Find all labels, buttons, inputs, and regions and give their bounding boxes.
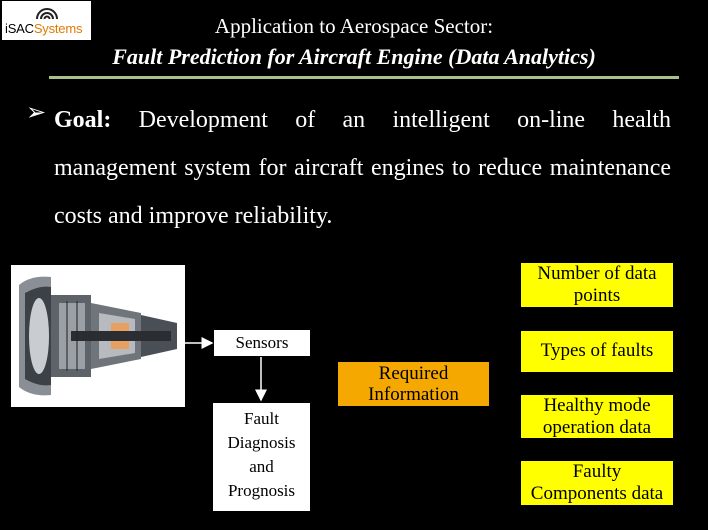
fault-line: and	[249, 457, 274, 476]
arrow-bullet-icon: ➢	[26, 100, 47, 126]
info-line: points	[573, 285, 621, 306]
required-line: Required	[378, 363, 449, 384]
info-line: Components data	[530, 483, 664, 504]
fault-line: Diagnosis	[227, 433, 296, 452]
info-line: Healthy mode	[543, 395, 651, 416]
info-line: Faulty	[572, 461, 622, 482]
sensors-box: Sensors	[214, 330, 310, 356]
fault-line: Fault	[244, 409, 279, 428]
goal-text: Development of an intelligent on-line health management system for aircraft engines to reduce maintenance costs and improve reliability.	[54, 107, 671, 229]
info-line: Types of faults	[540, 340, 654, 361]
info-line: operation data	[542, 417, 652, 438]
logo-text: iSACSystems	[5, 21, 83, 36]
slide-title: Application to Aerospace Sector:	[214, 14, 494, 38]
required-line: Information	[368, 384, 459, 405]
slide-subtitle: Fault Prediction for Aircraft Engine (Data Analytics)	[112, 44, 596, 69]
goal-label: Goal:	[54, 107, 112, 133]
fault-line: Prognosis	[227, 481, 296, 500]
info-line: Number of data	[537, 263, 657, 284]
